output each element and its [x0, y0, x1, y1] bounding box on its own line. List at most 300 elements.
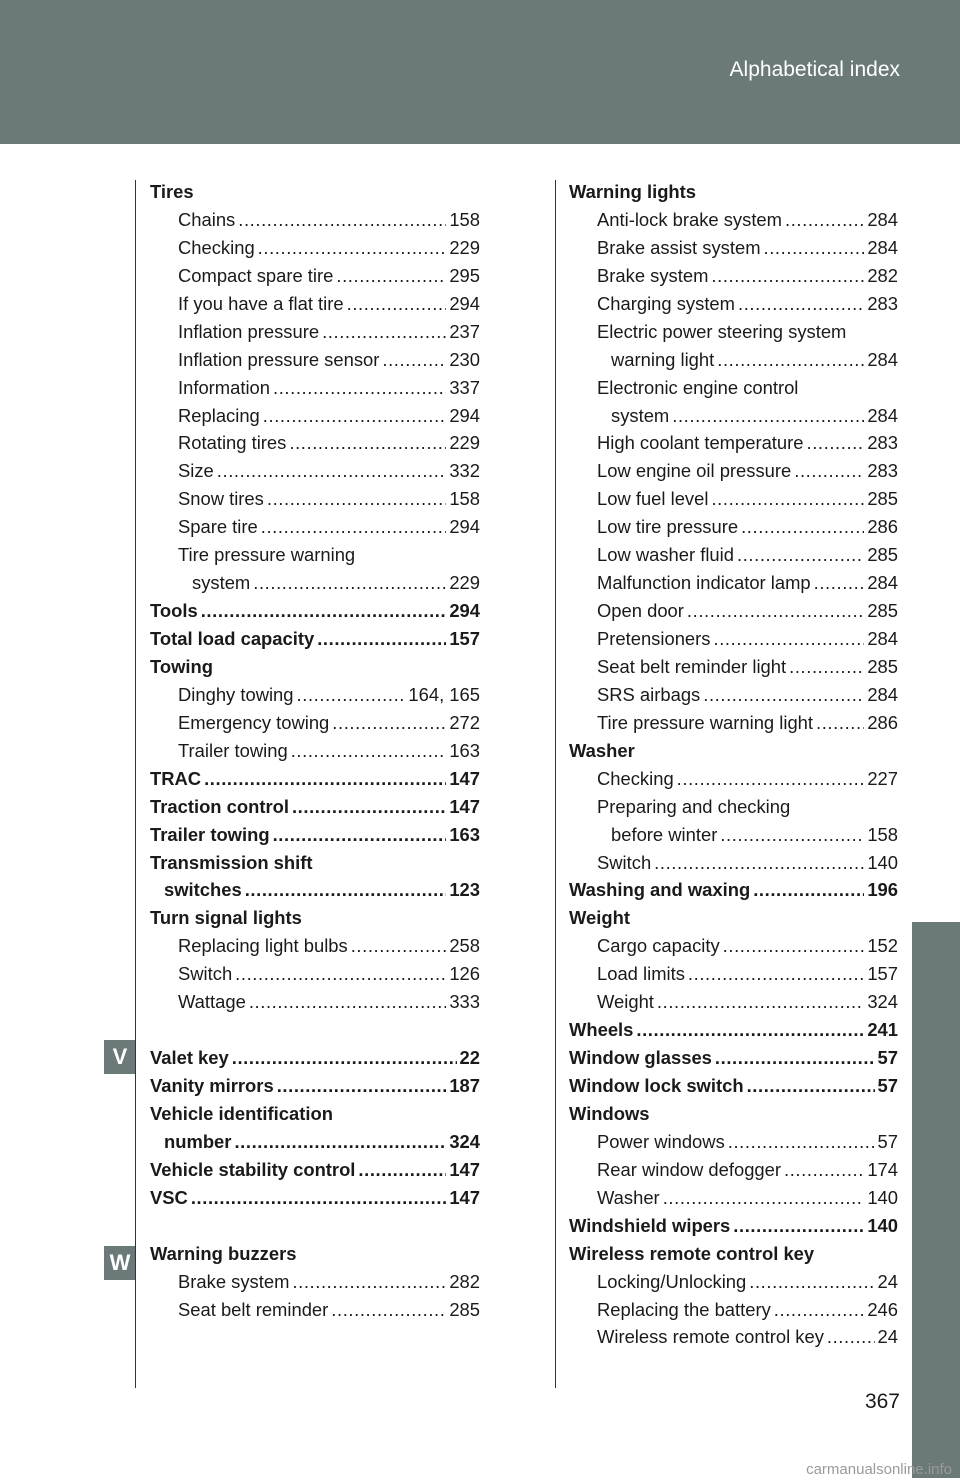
dot-leader [654, 849, 864, 877]
index-entry-sub [150, 402, 480, 430]
entry-term: Weight [597, 991, 654, 1013]
entry-page-ref: 241 [867, 1019, 898, 1041]
dot-leader [332, 709, 446, 737]
dot-leader [191, 1184, 446, 1212]
dot-leader [351, 932, 447, 960]
index-entry-main [150, 821, 480, 849]
entry-term: Malfunction indicator lamp [597, 572, 811, 594]
dot-leader [331, 1296, 446, 1324]
entry-term: Tools [150, 600, 198, 622]
dot-leader [235, 960, 446, 988]
dot-leader [201, 597, 447, 625]
index-entry-sub [150, 932, 480, 960]
index-entry-main [150, 178, 480, 206]
index-entry-main [569, 1044, 898, 1072]
entry-page-ref: 284 [867, 683, 898, 705]
entry-term: Inflation pressure [178, 320, 320, 342]
index-entry-sub [569, 569, 898, 597]
letter-tab-v: V [104, 1040, 136, 1074]
entry-page-ref: 283 [867, 292, 898, 314]
index-entry-sub [569, 457, 898, 485]
entry-term: Emergency towing [178, 711, 330, 733]
entry-page-ref: 147 [449, 795, 480, 817]
index-entry-main [150, 904, 480, 932]
dot-leader [267, 485, 446, 513]
index-gap [150, 1212, 480, 1240]
entry-page-ref: 163 [449, 823, 480, 845]
entry-page-ref: 324 [449, 1130, 480, 1152]
entry-term: warning light [611, 348, 715, 370]
entry-page-ref: 187 [449, 1075, 480, 1096]
dot-leader [204, 765, 446, 793]
entry-page-ref: 284 [867, 208, 898, 230]
index-entry-sub [569, 234, 898, 262]
dot-leader [814, 569, 865, 597]
entry-term: Washer [569, 739, 635, 761]
dot-leader [292, 1268, 446, 1296]
entry-page-ref: 57 [877, 1130, 898, 1152]
index-entry-main [569, 904, 898, 932]
entry-page-ref: 282 [867, 264, 898, 286]
dot-leader [273, 821, 447, 849]
entry-term: Seat belt reminder [178, 1298, 329, 1320]
entry-page-ref: 285 [867, 655, 898, 677]
dot-leader [703, 681, 864, 709]
index-entry-sub [569, 849, 898, 877]
entry-page-ref: 157 [449, 628, 480, 649]
entry-page-ref: 285 [867, 544, 898, 566]
index-entry-sub [569, 374, 898, 402]
index-entry-sub [569, 485, 898, 513]
index-entry-sub [150, 569, 480, 597]
entry-term: Information [178, 376, 270, 398]
dot-leader [720, 821, 864, 849]
entry-page-ref: 294 [449, 404, 480, 426]
entry-term: Brake system [178, 1270, 290, 1292]
dot-leader [245, 876, 447, 904]
index-entry-sub [569, 709, 898, 737]
index-entry-sub [569, 960, 898, 988]
entry-page-ref: 123 [449, 879, 480, 901]
entry-term: Warning lights [569, 181, 697, 202]
entry-term: Locking/Unlocking [597, 1270, 747, 1292]
dot-leader [789, 653, 864, 681]
dot-leader [733, 1212, 864, 1240]
entry-term: Vanity mirrors [150, 1075, 274, 1096]
index-entry-main [150, 597, 480, 625]
entry-term: Trailer towing [178, 739, 288, 761]
entry-term: Brake assist system [597, 236, 761, 258]
entry-page-ref: 140 [867, 1214, 898, 1236]
entry-term: Trailer towing [150, 823, 270, 845]
entry-term: Windows [569, 1102, 650, 1124]
dot-leader [273, 374, 446, 402]
entry-term: If you have a flat tire [178, 292, 344, 314]
entry-page-ref: 227 [867, 767, 898, 789]
dot-leader [292, 793, 446, 821]
index-column-right [569, 178, 898, 1351]
entry-page-ref: 229 [449, 572, 480, 594]
index-entry-sub [150, 737, 480, 765]
entry-term: TRAC [150, 767, 202, 789]
entry-page-ref: 229 [449, 432, 480, 454]
entry-page-ref: 147 [449, 1158, 480, 1180]
entry-term: Washer [597, 1186, 660, 1208]
dot-leader [238, 206, 446, 234]
entry-page-ref: 24 [877, 1270, 898, 1292]
entry-page-ref: 284 [867, 236, 898, 258]
index-entry-main [150, 876, 480, 904]
dot-leader [636, 1016, 864, 1044]
entry-page-ref: 285 [449, 1298, 480, 1320]
entry-term: Low fuel level [597, 488, 709, 510]
dot-leader [289, 429, 446, 457]
dot-leader [657, 988, 864, 1016]
entry-term: Charging system [597, 292, 735, 314]
entry-page-ref: 147 [449, 767, 480, 789]
entry-term: Power windows [597, 1130, 725, 1152]
entry-term: Low engine oil pressure [597, 460, 792, 482]
entry-term: Low tire pressure [597, 516, 739, 538]
index-entry-sub [569, 262, 898, 290]
index-entry-sub [150, 988, 480, 1016]
index-entry-main [150, 849, 480, 877]
page-number: 367 [864, 1390, 900, 1413]
index-entry-sub [569, 765, 898, 793]
entry-term: Size [178, 460, 214, 482]
index-entry-sub [569, 206, 898, 234]
dot-leader [263, 402, 447, 430]
dot-leader [297, 681, 406, 709]
dot-leader [749, 1268, 874, 1296]
index-entry-main [150, 1128, 480, 1156]
entry-term: Tires [150, 181, 194, 202]
entry-page-ref: 294 [449, 516, 480, 538]
entry-term: Wattage [178, 991, 246, 1013]
dot-leader [253, 569, 446, 597]
dot-leader [234, 1128, 446, 1156]
index-entry-sub [150, 960, 480, 988]
dot-leader [807, 429, 865, 457]
entry-page-ref: 337 [449, 376, 480, 398]
entry-term: VSC [150, 1186, 188, 1208]
watermark: carmanualsonline.info [806, 1461, 952, 1478]
index-entry-sub [150, 709, 480, 737]
entry-term: Wireless remote control key [569, 1242, 815, 1264]
entry-page-ref: 158 [449, 208, 480, 230]
page-header [0, 0, 960, 144]
entry-term: Windshield wipers [569, 1214, 731, 1236]
index-entry-sub [569, 625, 898, 653]
entry-term: Wireless remote control key [597, 1326, 824, 1348]
index-entry-sub [569, 597, 898, 625]
entry-term: Replacing the battery [597, 1298, 771, 1320]
entry-term: Chains [178, 208, 236, 230]
index-entry-main [569, 1100, 898, 1128]
index-entry-sub [150, 681, 480, 709]
entry-term: Traction control [150, 795, 289, 817]
entry-page-ref: 147 [449, 1186, 480, 1208]
dot-leader [794, 457, 864, 485]
entry-term: Checking [597, 767, 674, 789]
index-entry-sub [569, 513, 898, 541]
entry-term: number [164, 1130, 232, 1152]
entry-page-ref: 332 [449, 460, 480, 482]
entry-term: Electronic engine control [597, 376, 799, 398]
index-entry-sub [569, 541, 898, 569]
entry-term: Seat belt reminder light [597, 655, 787, 677]
entry-page-ref: 163 [449, 739, 480, 761]
dot-leader [728, 1128, 875, 1156]
entry-page-ref: 140 [867, 851, 898, 873]
entry-term: Warning buzzers [150, 1242, 297, 1264]
entry-term: Low washer fluid [597, 544, 734, 566]
index-entry-sub [569, 402, 898, 430]
dot-leader [336, 262, 446, 290]
index-entry-sub [569, 681, 898, 709]
index-entry-sub [569, 793, 898, 821]
index-entry-sub [569, 988, 898, 1016]
dot-leader [261, 513, 447, 541]
index-entry-main [569, 876, 898, 904]
entry-page-ref: 174 [867, 1158, 898, 1180]
index-entry-sub [569, 318, 898, 346]
entry-page-ref: 285 [867, 600, 898, 622]
entry-page-ref: 57 [877, 1075, 898, 1096]
entry-term: Snow tires [178, 488, 264, 510]
index-entry-sub [150, 1268, 480, 1296]
index-entry-sub [150, 374, 480, 402]
entry-term: Anti-lock brake system [597, 208, 782, 230]
index-entry-sub [150, 262, 480, 290]
entry-term: system [192, 572, 251, 594]
entry-term: Tire pressure warning [178, 544, 356, 566]
index-entry-sub [569, 1323, 898, 1351]
entry-page-ref: 246 [867, 1298, 898, 1320]
index-entry-main [569, 1240, 898, 1268]
entry-page-ref: 284 [867, 628, 898, 649]
dot-leader [737, 541, 864, 569]
entry-term: Dinghy towing [178, 683, 294, 705]
dot-leader [785, 206, 864, 234]
index-entry-main [569, 737, 898, 765]
entry-term: Vehicle stability control [150, 1158, 356, 1180]
dot-leader [747, 1072, 875, 1100]
index-entry-main [150, 1156, 480, 1184]
index-entry-main [150, 765, 480, 793]
entry-page-ref: 157 [867, 963, 898, 985]
dot-leader [711, 485, 864, 513]
entry-page-ref: 294 [449, 292, 480, 314]
dot-leader [816, 709, 864, 737]
index-entry-sub [150, 234, 480, 262]
dot-leader [672, 402, 864, 430]
entry-page-ref: 229 [449, 236, 480, 258]
index-entry-sub [569, 653, 898, 681]
index-entry-main [150, 625, 480, 653]
side-thumb-tab [912, 922, 960, 1478]
entry-term: Inflation pressure sensor [178, 348, 380, 370]
entry-page-ref: 284 [867, 404, 898, 426]
index-entry-sub [569, 1184, 898, 1212]
entry-term: Valet key [150, 1047, 229, 1069]
entry-page-ref: 230 [449, 348, 480, 370]
index-entry-sub [569, 1128, 898, 1156]
index-entry-main [569, 1212, 898, 1240]
entry-term: Weight [569, 907, 630, 929]
entry-term: Switch [178, 963, 233, 985]
dot-leader [827, 1323, 875, 1351]
entry-page-ref: 158 [867, 823, 898, 845]
entry-page-ref: 333 [449, 991, 480, 1013]
entry-page-ref: 57 [877, 1047, 898, 1069]
index-entry-main [569, 1016, 898, 1044]
index-entry-sub [150, 1296, 480, 1324]
entry-term: Pretensioners [597, 628, 711, 649]
entry-page-ref: 282 [449, 1270, 480, 1292]
entry-term: Rotating tires [178, 432, 287, 454]
dot-leader [217, 457, 447, 485]
index-entry-sub [569, 346, 898, 374]
dot-leader [232, 1044, 457, 1072]
index-entry-sub [150, 513, 480, 541]
index-entry-sub [569, 429, 898, 457]
entry-term: Electric power steering system [597, 320, 847, 342]
entry-term: Cargo capacity [597, 935, 720, 957]
dot-leader [358, 1156, 446, 1184]
entry-term: Tire pressure warning light [597, 711, 814, 733]
entry-term: Transmission shift [150, 851, 313, 873]
entry-page-ref: 272 [449, 711, 480, 733]
dot-leader [663, 1184, 865, 1212]
entry-page-ref: 158 [449, 488, 480, 510]
dot-leader [687, 597, 864, 625]
entry-page-ref: 284 [867, 348, 898, 370]
entry-page-ref: 285 [867, 488, 898, 510]
entry-term: Replacing light bulbs [178, 935, 348, 957]
index-entry-main [150, 1240, 480, 1268]
entry-term: Rear window defogger [597, 1158, 782, 1180]
entry-term: Vehicle identification [150, 1102, 333, 1124]
entry-page-ref: 152 [867, 935, 898, 957]
dot-leader [715, 1044, 875, 1072]
entry-term: Switch [597, 851, 652, 873]
dot-leader [711, 262, 864, 290]
entry-page-ref: 286 [867, 711, 898, 733]
index-entry-sub [150, 206, 480, 234]
entry-page-ref: 237 [449, 320, 480, 342]
entry-page-ref: 258 [449, 935, 480, 957]
entry-term: switches [164, 879, 242, 901]
dot-leader [784, 1156, 864, 1184]
index-entry-sub [150, 290, 480, 318]
index-entry-sub [150, 485, 480, 513]
dot-leader [382, 346, 446, 374]
index-entry-sub [150, 346, 480, 374]
dot-leader [277, 1072, 447, 1100]
entry-term: system [611, 404, 670, 426]
entry-term: Replacing [178, 404, 260, 426]
index-entry-sub [569, 1296, 898, 1324]
entry-page-ref: 164, 165 [408, 683, 480, 705]
index-entry-main [150, 1184, 480, 1212]
index-column-left [150, 178, 480, 1323]
entry-term: Towing [150, 655, 213, 677]
entry-page-ref: 22 [459, 1047, 480, 1069]
entry-page-ref: 294 [449, 600, 480, 622]
dot-leader [291, 737, 447, 765]
entry-term: Wheels [569, 1019, 634, 1041]
entry-term: Total load capacity [150, 628, 315, 649]
entry-page-ref: 126 [449, 963, 480, 985]
entry-term: Turn signal lights [150, 907, 302, 929]
entry-term: Compact spare tire [178, 264, 334, 286]
entry-term: Spare tire [178, 516, 258, 538]
entry-term: Preparing and checking [597, 795, 791, 817]
letter-tab-w: W [104, 1246, 136, 1280]
entry-term: Load limits [597, 963, 685, 985]
dot-leader [347, 290, 447, 318]
entry-page-ref: 286 [867, 516, 898, 538]
index-entry-sub [569, 290, 898, 318]
entry-page-ref: 295 [449, 264, 480, 286]
dot-leader [738, 290, 864, 318]
index-entry-sub [150, 318, 480, 346]
dot-leader [774, 1296, 865, 1324]
entry-page-ref: 283 [867, 460, 898, 482]
entry-page-ref: 24 [877, 1326, 898, 1348]
index-entry-main [150, 1044, 480, 1072]
entry-page-ref: 283 [867, 432, 898, 454]
column-divider-left [135, 180, 136, 1388]
dot-leader [764, 234, 865, 262]
entry-page-ref: 196 [867, 879, 898, 901]
index-entry-main [150, 653, 480, 681]
index-entry-sub [569, 932, 898, 960]
index-entry-sub [150, 541, 480, 569]
index-entry-sub [569, 1156, 898, 1184]
dot-leader [258, 234, 447, 262]
entry-page-ref: 284 [867, 572, 898, 594]
index-entry-sub [569, 1268, 898, 1296]
index-entry-main [569, 1072, 898, 1100]
entry-page-ref: 140 [867, 1186, 898, 1208]
dot-leader [741, 513, 864, 541]
entry-term: Open door [597, 600, 684, 622]
entry-term: High coolant temperature [597, 432, 804, 454]
section-title: Alphabetical index [729, 58, 900, 81]
entry-term: Window glasses [569, 1047, 712, 1069]
index-entry-sub [150, 429, 480, 457]
entry-term: SRS airbags [597, 683, 701, 705]
index-entry-sub [569, 821, 898, 849]
entry-term: Washing and waxing [569, 879, 751, 901]
entry-term: before winter [611, 823, 718, 845]
entry-term: Brake system [597, 264, 709, 286]
dot-leader [717, 346, 864, 374]
dot-leader [713, 625, 864, 653]
dot-leader [322, 318, 446, 346]
dot-leader [677, 765, 865, 793]
index-entry-sub [150, 457, 480, 485]
entry-term: Checking [178, 236, 255, 258]
dot-leader [688, 960, 864, 988]
index-entry-main [569, 178, 898, 206]
entry-page-ref: 324 [867, 991, 898, 1013]
dot-leader [249, 988, 447, 1016]
index-entry-main [150, 1072, 480, 1100]
dot-leader [317, 625, 446, 653]
